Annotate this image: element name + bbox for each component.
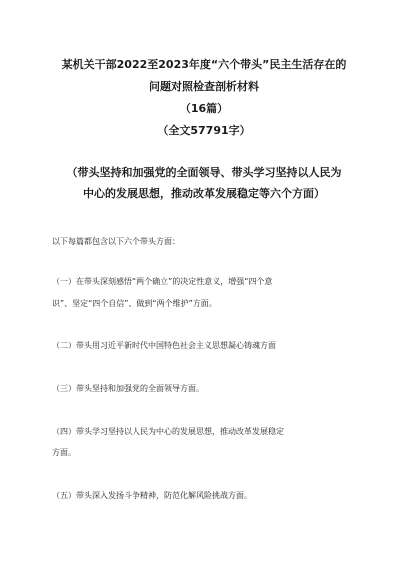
document-subtitle-line-2: 中心的发展思想，推动改革发展稳定等六个方面） <box>83 187 325 200</box>
item-5: （五）带头深入发扬斗争精神，防范化解风险挑战方面。 <box>52 491 252 500</box>
item-4-line-2: 方面。 <box>52 448 76 457</box>
intro-paragraph: 以下每篇都包含以下六个带头方面： <box>52 237 180 246</box>
document-title-line-1: 某机关干部2022至2023年度“六个带头”民主生活存在的 <box>61 58 347 71</box>
document-title-line-2: 问题对照检查剖析材料 <box>149 80 259 93</box>
document-article-count: （16篇） <box>179 102 229 115</box>
document-word-count: （全文57791字） <box>157 124 251 137</box>
item-1-line-2: 识”、坚定“四个自信”、做到“两个维护”方面。 <box>52 299 217 308</box>
item-4-line-1: （四）带头学习坚持以人民为中心的发展思想，推动改革发展稳定 <box>52 427 284 436</box>
item-3: （三）带头坚持和加强党的全面领导方面。 <box>52 384 204 393</box>
item-2: （二）带头用习近平新时代中国特色社会主义思想凝心铸魂方面 <box>52 341 276 350</box>
item-1-line-1: （一）在带头深刻感悟“两个确立”的决定性意义，增强“四个意 <box>52 277 273 286</box>
document-subtitle-line-1: （带头坚持和加强党的全面领导、带头学习坚持以人民为 <box>66 166 342 179</box>
